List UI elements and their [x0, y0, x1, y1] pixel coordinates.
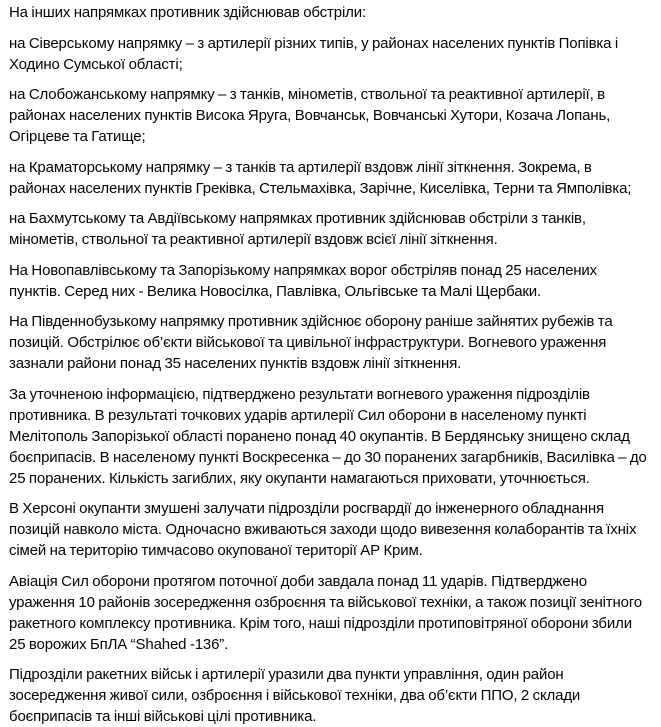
paragraph-novopavlivsky-zaporizky: На Новопавлівському та Запорізькому напрямках ворог обстріляв понад 25 населених пунктів. Серед них - Велика Новосілка, Павлівка, Ольгівське та Малі Щербаки.: [9, 261, 597, 300]
paragraph-aviation: Авіація Сил оборони протягом поточної доби завдала понад 11 ударів. Підтверджено ураження 10 районів зосередження озброєння та військової техніки, а також позиції зенітного ракетного комплексу противника. Крім того, наші підрозділи протиповітряної оборони збили 25 ворожих БпЛА “Shahed -136”.: [9, 572, 642, 653]
paragraph-kherson: В Херсоні окупанти змушені залучати підрозділи росгвардії до інженерного обладнання позицій навколо міста. Одночасно вживаються заходи щодо вивезення колаборантів та їхніх сімей на територію тимчасово окупованої території АР Крим.: [9, 500, 637, 559]
paragraph-pivdennobuzky: На Південнобузькому напрямку противник здійснює оборону раніше зайнятих рубежів та позицій. Обстрілює об’єкти військової та цивільної інфраструктури. Вогневого ураження зазнали райони понад 35 населених пунктів вздовж лінії зіткнення.: [9, 313, 613, 372]
paragraph-siversky: на Сіверському напрямку – з артилерії різних типів, у районах населених пунктів Попівка і Ходино Сумської області;: [9, 34, 619, 73]
paragraph-bakhmut-avdiivka: на Бахмутському та Авдіївському напрямках противник здійснював обстріли з танків, мінометів, ствольної та реактивної артилерії вздовж всієї лінії зіткнення.: [9, 210, 586, 248]
paragraph-kramatorsky: на Краматорському напрямку – з танків та артилерії вздовж лінії зіткнення. Зокрема, в районах населених пунктів Греківка, Стельмахівка, Зарічне, Киселівка, Терни та Ямполівка;: [9, 158, 632, 197]
paragraph-missile-artillery: Підрозділи ракетних військ і артилерії уразили два пункти управління, один район зосередження живої сили, озброєння і військової техніки, два об’єкти ППО, 2 склади боєприпасів та інші військові цілі противника.: [9, 666, 581, 725]
paragraph-intro: На інших напрямках противник здійснював обстріли:: [9, 4, 366, 21]
paragraph-slobozhansky: на Слобожанському напрямку – з танків, мінометів, ствольної та реактивної артилерії, в районах населених пунктів Висока Яруга, Вовчанськ, Вовчанські Хутори, Козача Лопань, Огірцеве та Гатище;: [9, 86, 611, 145]
paragraph-strike-results: За уточненою інформацією, підтверджено результати вогневого ураження підрозділів противника. В результаті точкових ударів артилерії Сил оборони в населеному пункті Мелітополь Запорізької області поранено понад 40 окупантів. В Бердянську знищено склад боєприпасів. В населеному пункті Воскресенка – до 30 поранених загарбників, Василівка – до 25 поранених. Кількість загиблих, яку окупанти намагаються приховати, уточнюється.: [9, 385, 647, 487]
